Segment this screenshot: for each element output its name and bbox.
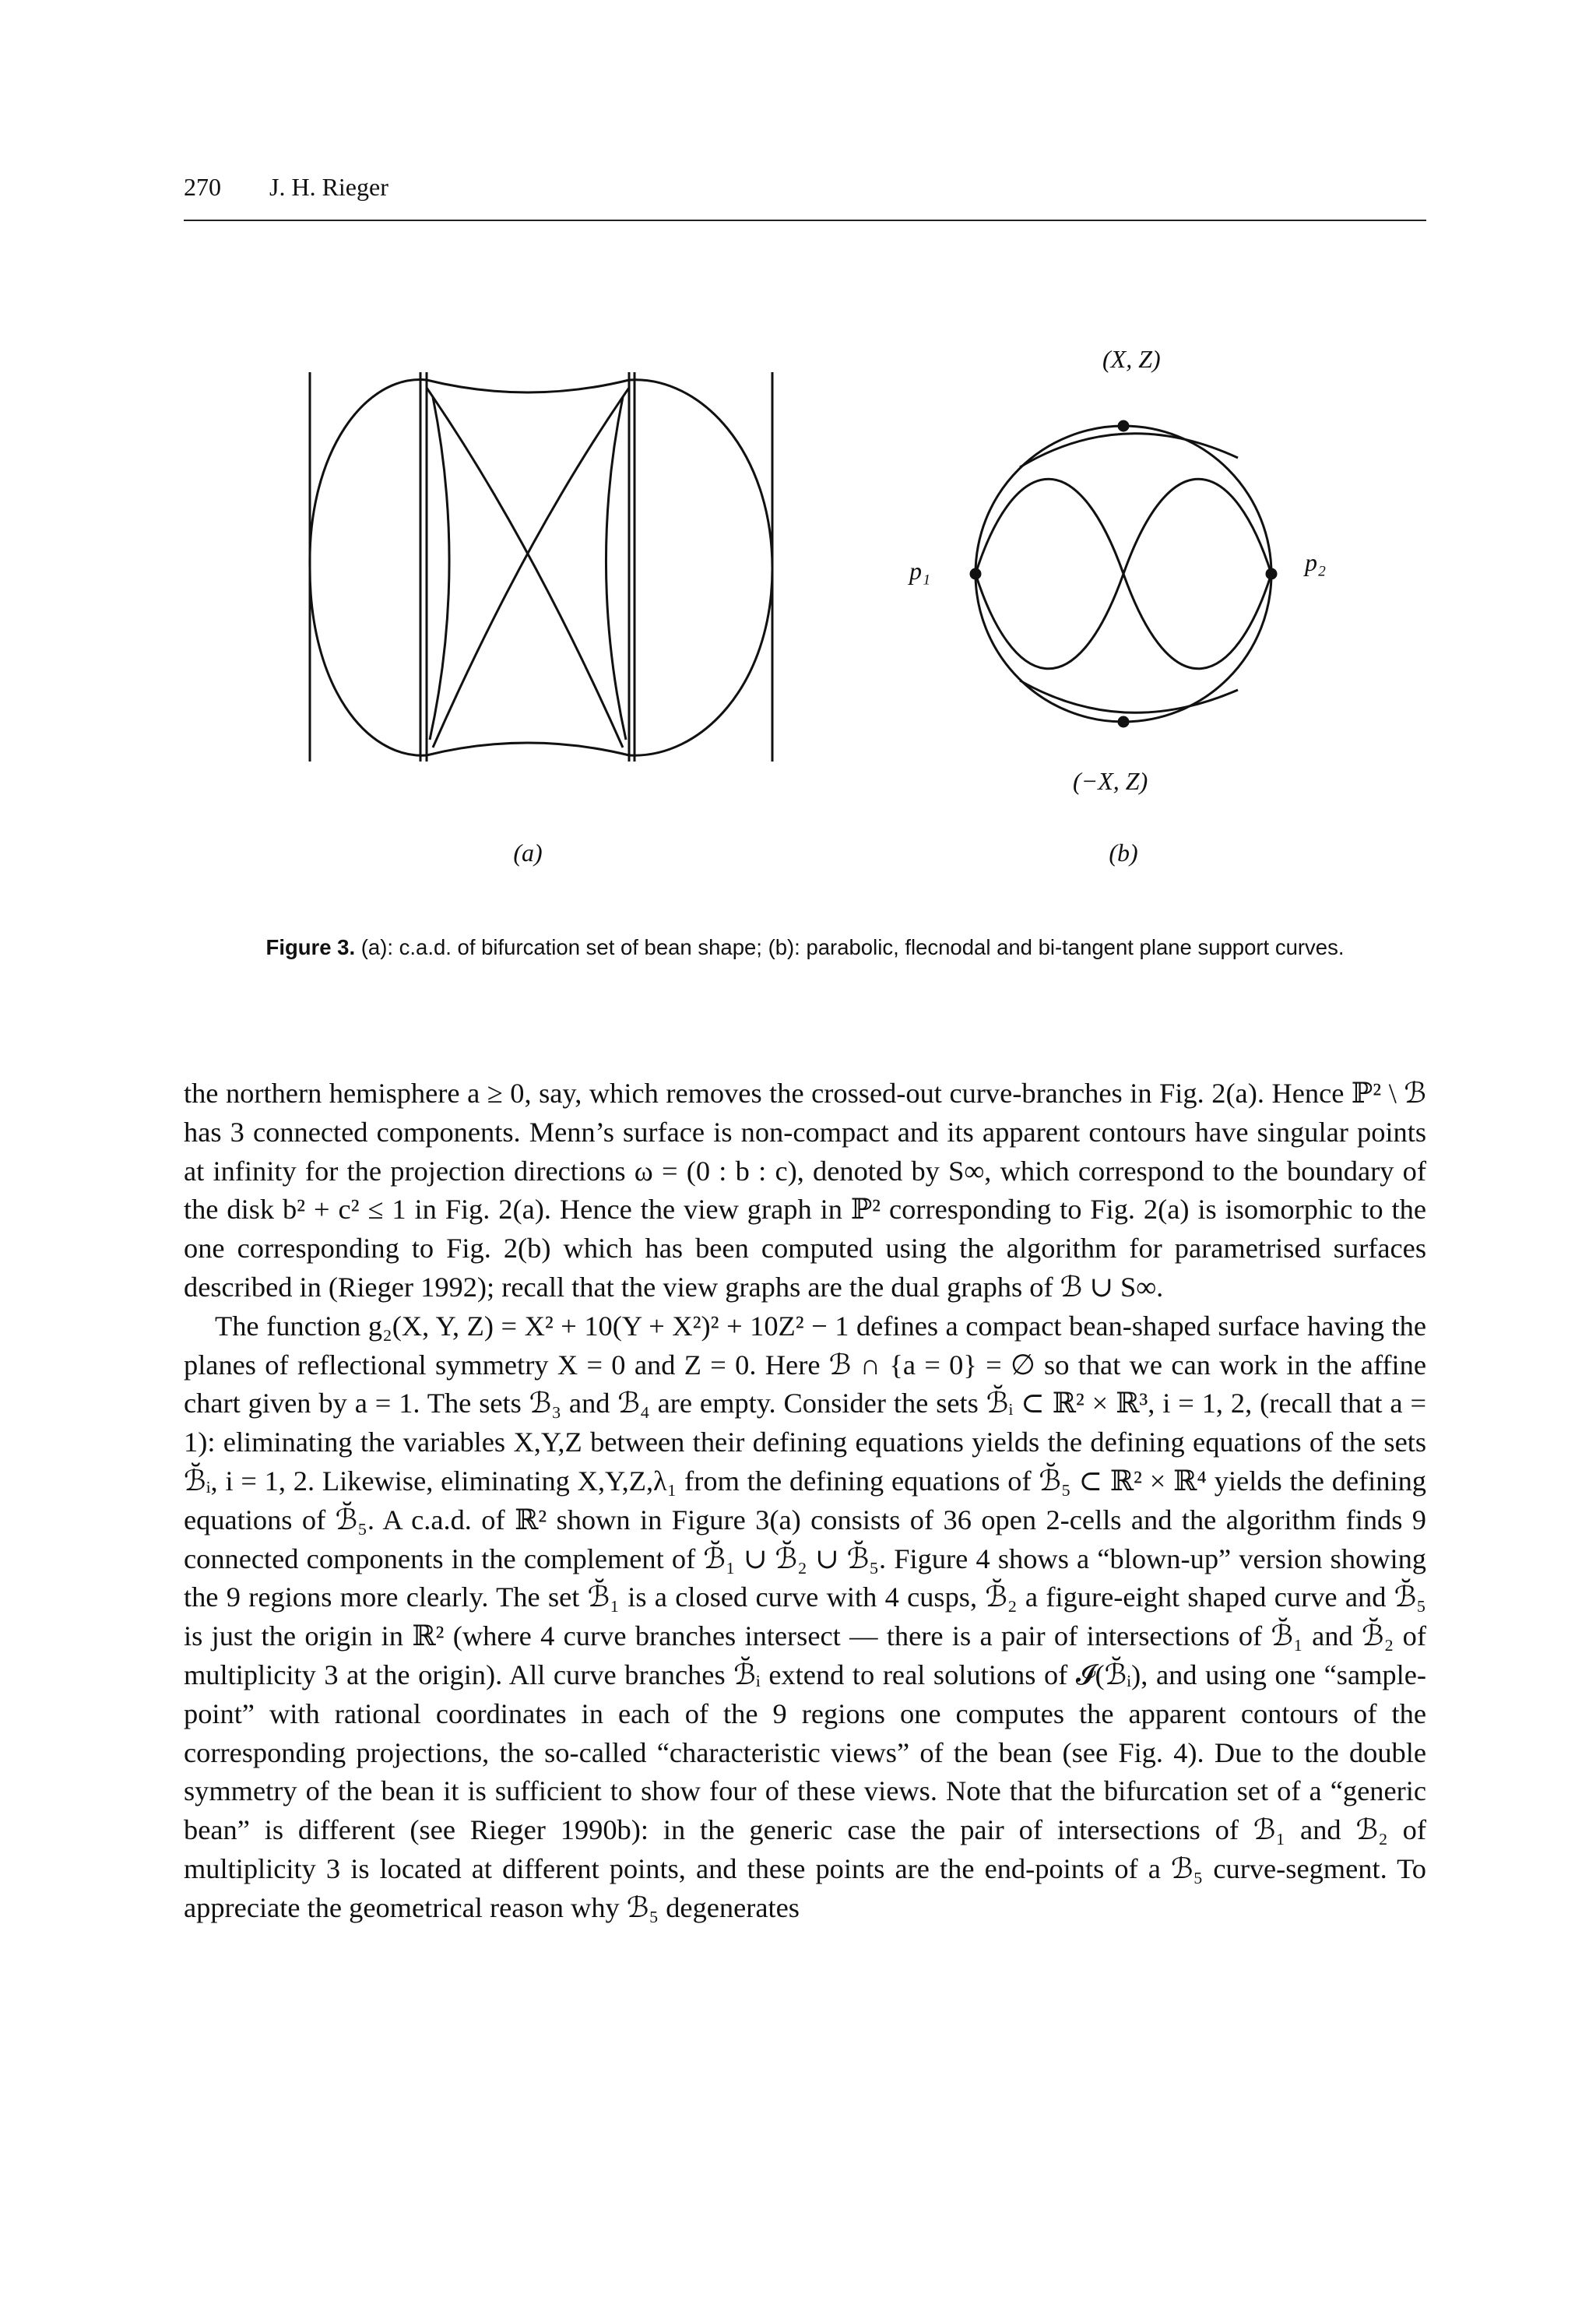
sublabel-a: (a) [513,839,543,867]
figure-3 [0,0,1596,927]
label-x-z: (X, Z) [1102,345,1161,373]
cusp-curve-left [430,397,449,740]
paragraph-2: The function g₂(X, Y, Z) = X² + 10(Y + X²)² + 10Z² − 1 defines a compact bean-shaped surface having the planes of reflectional symmetry X = 0 and Z = 0. Here ℬ ∩ {a = 0} = ∅ so that we can work in the affine chart given by a = 1. The sets ℬ₃ and ℬ₄ are empty. Consider the sets ℬ̆ᵢ ⊂ ℝ² × ℝ³, i = 1, 2, (recall that a = 1): eliminating the variables X,Y,Z between their defining equations yields the defining equations of the sets ℬ̆ᵢ, i = 1, 2. Likewise, eliminating X,Y,Z,λ₁ from the defining equations of ℬ̆₅ ⊂ ℝ² × ℝ⁴ yields the defining equations of ℬ̆₅. A c.a.d. of ℝ² shown in Figure 3(a) consists of 36 open 2-cells and the algorithm finds 9 connected components in the complement of ℬ̆₁ ∪ ℬ̆₂ ∪ ℬ̆₅. Figure 4 shows a “blown-up” version showing the 9 regions more clearly. The set ℬ̆₁ is a closed curve with 4 cusps, ℬ̆₂ a figure-eight shaped curve and ℬ̆₅ is just the origin in ℝ² (where 4 curve branches intersect — there is a pair of intersections of ℬ̆₁ and ℬ̆₂ of multiplicity 3 at the origin). All curve branches ℬ̆ᵢ extend to real solutions of 𝓘(ℬ̆ᵢ), and using one “sample-point” with rational coordinates in each of the 9 regions one computes the apparent contours of the corresponding projections, the so-called “characteristic views” of the bean (see Fig. 4). Due to the double symmetry of the bean it is sufficient to show four of these views. Note that the bifurcation set of a “generic bean” is different (see Rieger 1990b): in the generic case the pair of intersections of ℬ₁ and ℬ₂ of multiplicity 3 is located at different points, and these points are the end-points of a ℬ₅ curve-segment. To appreciate the geometrical reason why ℬ₅ degenerates [184,1310,1426,1923]
bean-contour-left-lobe [310,380,427,756]
figure-3b-support-curves [971,421,1276,726]
support-curve-right-to-left [976,479,1271,669]
caption-label: Figure 3. [265,935,356,959]
point-x-z [1119,421,1128,431]
point-p2 [1267,569,1276,579]
cusp-curve-right [606,397,626,740]
point-p1 [971,569,980,579]
page-number: 270 [184,173,221,201]
label-neg-x-z: (−X, Z) [1073,767,1148,795]
author-name: J. H. Rieger [269,173,388,201]
bifurcation-bottom-arc [427,743,629,755]
figure-caption [184,934,1426,961]
caption-text: (a): c.a.d. of bifurcation set of bean shape; (b): parabolic, flecnodal and bi-tangent plane support curves. [360,935,1345,959]
bifurcation-top-arc [427,380,629,392]
paragraph-1: the northern hemisphere a ≥ 0, say, which removes the crossed-out curve-branches in Fig. 2(a). Hence ℙ² \ ℬ has 3 connected components. Menn’s surface is non-compact and its apparent contours have singular points at infinity for the projection directions ω = (0 : b : c), denoted by S∞, which correspond to the boundary of the disk b² + c² ≤ 1 in Fig. 2(a). Hence the view graph in ℙ² corresponding to Fig. 2(a) is isomorphic to the one corresponding to Fig. 2(b) which has been computed using the algorithm for parametrised surfaces described in (Rieger 1992); recall that the view graphs are the dual graphs of ℬ ∪ S∞. [184,1078,1426,1303]
body-text [184,1075,1426,1928]
sublabel-b: (b) [1109,839,1138,867]
label-p1: p₁ [909,557,931,585]
bean-contour-right-lobe [629,380,772,755]
figure-3a-cad [310,372,772,762]
point-neg-x-z [1119,717,1128,726]
label-p2: p₂ [1305,548,1327,576]
